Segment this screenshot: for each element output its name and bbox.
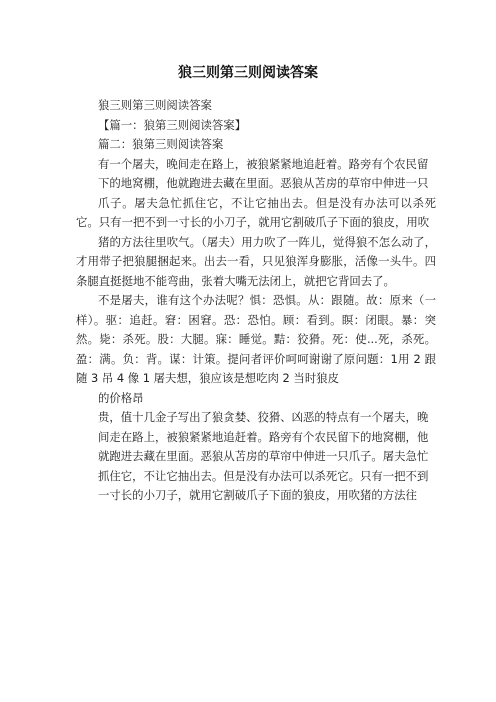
paragraph: 爪子。屠夫急忙抓住它，不让它抽出去。但是没有办法可以杀死它。只有一把不到一寸长的小刀子，就用它割破爪子下面的狼皮，用吹 <box>76 195 436 229</box>
document-title: 狼三则第三则阅读答案 <box>178 65 318 81</box>
paragraph: 下的地窝棚，他就跑进去藏在里面。恶狼从苫房的草帘中伸进一只 <box>98 176 429 190</box>
paragraph: 不是屠夫，谁有这个办法呢？惧：恐惧。从：跟随。故：原来（一样）。驱：追赶。窘：困窘。恐：恐怕。顾：看到。瞑：闭眼。暴：突然。毙：杀死。股：大腿。寐：睡觉。黠：狡猾。死：使...死，杀死。盈：满。负：背。谋：计策。提问者评价呵呵谢谢了原问题：1用 2 跟随 3 吊 4 像 1 屠夫想，狼应该是想吃肉 2 当时狼皮 <box>76 293 436 385</box>
paragraph: 的价格昂 <box>98 390 144 405</box>
paragraph: 篇二：狼第三则阅读答案 <box>98 137 224 151</box>
paragraph: 抓住它，不让它抽出去。但是没有办法可以杀死它。只有一把不到 <box>98 468 429 483</box>
paragraph: 【篇一：狼第三则阅读答案】 <box>98 117 247 132</box>
paragraph: 猪的方法往里吹气。（屠夫）用力吹了一阵儿，觉得狼不怎么动了，才用带子把狼腿捆起来。出去一看，只见狼浑身膨胀，活像一头牛。四条腿直挺挺地不能弯曲，张着大嘴无法闭上，就把它背回去了。 <box>76 234 436 288</box>
paragraph: 一寸长的小刀子，就用它割破爪子下面的狼皮，用吹猪的方法往 <box>98 488 417 502</box>
paragraph: 就跑进去藏在里面。恶狼从苫房的草帘中伸进一只爪子。屠夫急忙 <box>98 449 429 463</box>
document-body <box>76 96 436 506</box>
paragraph: 贵，值十几金子写出了狼贪婪、狡猾、凶恶的特点有一个屠夫，晚 <box>98 410 429 424</box>
paragraph: 间走在路上，被狼紧紧地追赶着。路旁有个农民留下的地窝棚，他 <box>98 429 429 444</box>
paragraph: 有一个屠夫，晚间走在路上，被狼紧紧地追赶着。路旁有个农民留 <box>98 156 429 171</box>
paragraph: 狼三则第三则阅读答案 <box>98 98 212 112</box>
